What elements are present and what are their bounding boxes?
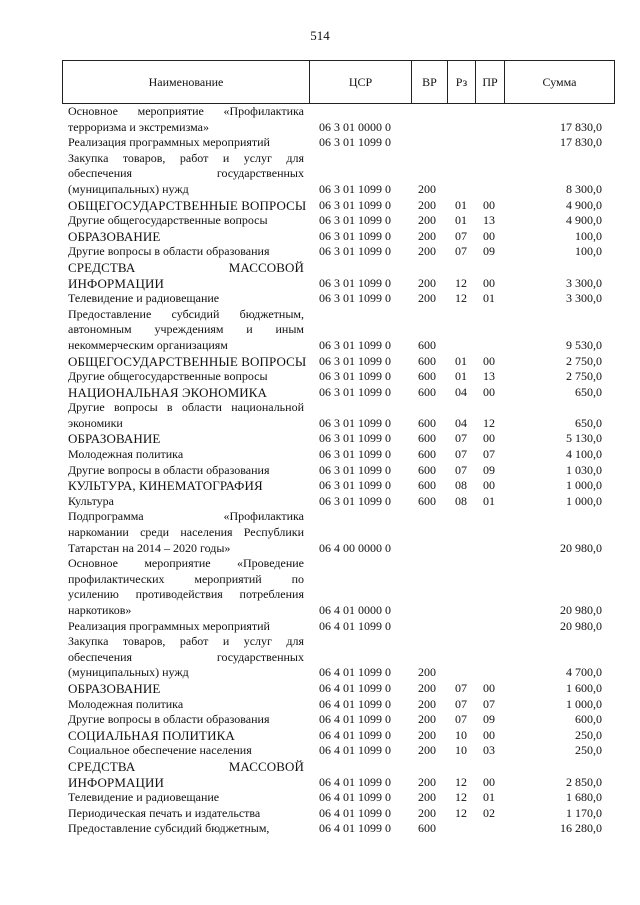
table-row — [0, 104, 640, 135]
row-rz: 12 — [455, 805, 467, 820]
row-rz: 10 — [455, 727, 467, 742]
row-rz: 01 — [455, 197, 467, 212]
row-name-line: (муниципальных) нужд — [68, 665, 189, 680]
row-name-line: профилактических мероприятий по — [68, 571, 304, 586]
row-vr: 200 — [418, 774, 436, 789]
row-pr: 00 — [483, 384, 495, 399]
row-pr: 02 — [483, 805, 495, 820]
table-row — [0, 556, 640, 618]
row-csr: 06 3 01 1099 0 — [319, 135, 391, 150]
row-rz: 12 — [455, 291, 467, 306]
row-name-line: Другие вопросы в области образования — [68, 244, 270, 259]
row-name — [68, 728, 304, 744]
row-vr: 600 — [418, 462, 436, 477]
table-row — [0, 743, 640, 759]
row-name — [68, 229, 304, 245]
row-name — [68, 369, 304, 385]
row-vr: 200 — [418, 181, 436, 196]
table-row — [0, 634, 640, 681]
row-sum: 2 850,0 — [566, 774, 602, 789]
row-vr: 200 — [418, 213, 436, 228]
row-csr: 06 4 00 0000 0 — [319, 540, 391, 555]
column-header-vr: ВР — [411, 61, 447, 103]
table-row — [0, 728, 640, 744]
row-name-line: СОЦИАЛЬНАЯ ПОЛИТИКА — [68, 727, 235, 743]
row-sum: 1 000,0 — [566, 493, 602, 508]
row-csr: 06 3 01 1099 0 — [319, 447, 391, 462]
row-csr: 06 3 01 1099 0 — [319, 462, 391, 477]
row-name-line: некоммерческим организациям — [68, 337, 228, 352]
table-row — [0, 369, 640, 385]
row-name-line: Другие вопросы в области образования — [68, 712, 270, 727]
row-pr: 00 — [483, 275, 495, 290]
row-name-line: обеспечения государственных — [68, 166, 304, 181]
row-vr: 200 — [418, 275, 436, 290]
row-name-line: ИНФОРМАЦИИ — [68, 774, 164, 790]
row-name — [68, 790, 304, 806]
row-csr: 06 3 01 1099 0 — [319, 213, 391, 228]
row-csr: 06 3 01 1099 0 — [319, 181, 391, 196]
row-csr: 06 3 01 1099 0 — [319, 337, 391, 352]
row-sum: 1 170,0 — [566, 805, 602, 820]
row-vr: 200 — [418, 696, 436, 711]
row-vr: 200 — [418, 228, 436, 243]
column-header-sum: Сумма — [504, 61, 614, 103]
row-name-line: ОБРАЗОВАНИЕ — [68, 680, 161, 696]
table-row — [0, 385, 640, 401]
row-rz: 10 — [455, 743, 467, 758]
row-rz: 08 — [455, 493, 467, 508]
column-header-rz: Рз — [447, 61, 475, 103]
table-row — [0, 463, 640, 479]
table-row — [0, 821, 640, 837]
row-csr: 06 3 01 1099 0 — [319, 384, 391, 399]
row-vr: 200 — [418, 244, 436, 259]
row-pr: 09 — [483, 462, 495, 477]
row-pr: 00 — [483, 680, 495, 695]
row-rz: 07 — [455, 431, 467, 446]
row-pr: 13 — [483, 369, 495, 384]
table-row — [0, 619, 640, 635]
row-sum: 100,0 — [575, 244, 602, 259]
row-sum: 1 000,0 — [566, 478, 602, 493]
row-name-line: СРЕДСТВА МАССОВОЙ — [68, 259, 304, 275]
row-rz: 07 — [455, 712, 467, 727]
row-rz: 07 — [455, 462, 467, 477]
row-csr: 06 3 01 1099 0 — [319, 353, 391, 368]
row-name-line: КУЛЬТУРА, КИНЕМАТОГРАФИЯ — [68, 478, 263, 494]
row-name — [68, 244, 304, 260]
row-sum: 17 830,0 — [560, 119, 602, 134]
row-pr: 09 — [483, 712, 495, 727]
row-name-line: экономики — [68, 415, 123, 430]
row-csr: 06 3 01 1099 0 — [319, 415, 391, 430]
row-csr: 06 4 01 1099 0 — [319, 821, 391, 836]
row-csr: 06 3 01 1099 0 — [319, 369, 391, 384]
row-vr: 600 — [418, 431, 436, 446]
row-vr: 200 — [418, 712, 436, 727]
row-name-line: Реализация программных мероприятий — [68, 618, 270, 633]
row-sum: 1 680,0 — [566, 790, 602, 805]
row-csr: 06 4 01 1099 0 — [319, 618, 391, 633]
row-name-line: СРЕДСТВА МАССОВОЙ — [68, 758, 304, 774]
row-csr: 06 4 01 1099 0 — [319, 805, 391, 820]
row-rz: 07 — [455, 696, 467, 711]
row-name — [68, 634, 304, 681]
row-csr: 06 3 01 0000 0 — [319, 119, 391, 134]
row-name — [68, 260, 304, 291]
row-vr: 600 — [418, 369, 436, 384]
row-csr: 06 3 01 1099 0 — [319, 478, 391, 493]
row-csr: 06 4 01 1099 0 — [319, 665, 391, 680]
row-name — [68, 400, 304, 431]
row-rz: 01 — [455, 213, 467, 228]
row-pr: 00 — [483, 197, 495, 212]
row-pr: 01 — [483, 291, 495, 306]
table-row — [0, 447, 640, 463]
row-rz: 12 — [455, 275, 467, 290]
row-name — [68, 556, 304, 618]
row-name-line: (муниципальных) нужд — [68, 181, 189, 196]
row-name — [68, 291, 304, 307]
table-row — [0, 229, 640, 245]
row-csr: 06 4 01 0000 0 — [319, 603, 391, 617]
row-rz: 07 — [455, 228, 467, 243]
row-sum: 4 100,0 — [566, 447, 602, 462]
row-name-line: Другие вопросы в области образования — [68, 462, 270, 477]
row-name — [68, 385, 304, 401]
row-name-line: НАЦИОНАЛЬНАЯ ЭКОНОМИКА — [68, 384, 267, 400]
row-sum: 100,0 — [575, 228, 602, 243]
row-name-line: Молодежная политика — [68, 447, 184, 462]
row-csr: 06 3 01 1099 0 — [319, 431, 391, 446]
row-name-line: Телевидение и радиовещание — [68, 790, 220, 805]
row-name-line: наркомании среди населения Республики — [68, 525, 304, 540]
row-sum: 1 030,0 — [566, 462, 602, 477]
row-name — [68, 463, 304, 479]
row-sum: 9 530,0 — [566, 337, 602, 352]
row-name — [68, 821, 304, 837]
row-name-line: Подпрограмма «Профилактика — [68, 509, 304, 524]
table-row — [0, 509, 640, 556]
row-rz: 01 — [455, 353, 467, 368]
row-rz: 04 — [455, 415, 467, 430]
row-name — [68, 447, 304, 463]
table-row — [0, 790, 640, 806]
page-number: 514 — [310, 28, 330, 43]
row-csr: 06 4 01 1099 0 — [319, 727, 391, 742]
row-sum: 3 300,0 — [566, 291, 602, 306]
row-name-line: Реализация программных мероприятий — [68, 135, 270, 150]
row-vr: 600 — [418, 447, 436, 462]
table-header — [62, 60, 615, 104]
table-row — [0, 806, 640, 822]
row-vr: 200 — [418, 790, 436, 805]
row-name-line: Закупка товаров, работ и услуг для — [68, 150, 304, 165]
row-sum: 250,0 — [575, 743, 602, 758]
table-row — [0, 307, 640, 354]
row-name — [68, 681, 304, 697]
row-sum: 1 000,0 — [566, 696, 602, 711]
row-name — [68, 151, 304, 198]
table-row — [0, 151, 640, 198]
table-row — [0, 291, 640, 307]
row-name-line: Другие общегосударственные вопросы — [68, 213, 268, 228]
table-row — [0, 478, 640, 494]
row-name-line: Другие вопросы в области национальной — [68, 400, 304, 415]
table-row — [0, 354, 640, 370]
row-name-line: наркотиков» — [68, 603, 132, 617]
row-name — [68, 104, 304, 135]
row-name-line: терроризма и экстремизма» — [68, 119, 209, 134]
row-sum: 2 750,0 — [566, 369, 602, 384]
table-row — [0, 697, 640, 713]
row-sum: 250,0 — [575, 727, 602, 742]
row-sum: 2 750,0 — [566, 353, 602, 368]
row-name — [68, 509, 304, 556]
table-row — [0, 260, 640, 291]
row-vr: 200 — [418, 665, 436, 680]
row-pr: 00 — [483, 774, 495, 789]
row-vr: 600 — [418, 384, 436, 399]
table-row — [0, 494, 640, 510]
row-rz: 04 — [455, 384, 467, 399]
table-row — [0, 400, 640, 431]
row-sum: 20 980,0 — [560, 603, 602, 617]
row-name-line: ИНФОРМАЦИИ — [68, 275, 164, 291]
table-row — [0, 431, 640, 447]
row-sum: 650,0 — [575, 384, 602, 399]
row-csr: 06 4 01 1099 0 — [319, 790, 391, 805]
row-sum: 17 830,0 — [560, 135, 602, 150]
row-name-line: Социальное обеспечение населения — [68, 743, 252, 758]
table-row — [0, 244, 640, 260]
row-name-line: Молодежная политика — [68, 696, 184, 711]
row-name — [68, 431, 304, 447]
row-name — [68, 712, 304, 728]
row-csr: 06 4 01 1099 0 — [319, 712, 391, 727]
row-vr: 600 — [418, 415, 436, 430]
row-name-line: ОБРАЗОВАНИЕ — [68, 228, 161, 244]
row-pr: 01 — [483, 790, 495, 805]
row-name-line: Предоставление субсидий бюджетным, — [68, 821, 270, 836]
row-csr: 06 4 01 1099 0 — [319, 774, 391, 789]
row-name-line: Предоставление субсидий бюджетным, — [68, 306, 304, 321]
row-pr: 13 — [483, 213, 495, 228]
row-name — [68, 478, 304, 494]
row-name-line: усилению противодействия потребления — [68, 587, 304, 602]
column-header-name: Наименование — [148, 75, 224, 89]
row-name — [68, 307, 304, 354]
row-vr: 200 — [418, 743, 436, 758]
row-name — [68, 619, 304, 635]
row-rz: 12 — [455, 790, 467, 805]
row-pr: 07 — [483, 696, 495, 711]
table-row — [0, 712, 640, 728]
row-name-line: Телевидение и радиовещание — [68, 291, 220, 306]
row-vr: 200 — [418, 805, 436, 820]
row-pr: 00 — [483, 353, 495, 368]
table-row — [0, 198, 640, 214]
row-name-line: обеспечения государственных — [68, 649, 304, 664]
row-name-line: Закупка товаров, работ и услуг для — [68, 634, 304, 649]
row-vr: 600 — [418, 353, 436, 368]
row-sum: 4 900,0 — [566, 213, 602, 228]
row-csr: 06 3 01 1099 0 — [319, 275, 391, 290]
row-name — [68, 197, 307, 214]
row-name — [68, 135, 304, 151]
row-sum: 4 900,0 — [566, 197, 602, 212]
row-vr: 200 — [418, 727, 436, 742]
row-name — [68, 697, 304, 713]
row-sum: 20 980,0 — [560, 540, 602, 555]
row-csr: 06 4 01 1099 0 — [319, 743, 391, 758]
row-pr: 03 — [483, 743, 495, 758]
row-sum: 8 300,0 — [566, 181, 602, 196]
row-name-line: Периодическая печать и издательства — [68, 805, 261, 820]
row-name — [68, 213, 304, 229]
row-name-line: Основное мероприятие «Проведение — [68, 556, 304, 571]
row-name — [68, 759, 304, 790]
row-pr: 01 — [483, 493, 495, 508]
row-pr: 00 — [483, 727, 495, 742]
row-rz: 08 — [455, 478, 467, 493]
row-pr: 07 — [483, 447, 495, 462]
row-pr: 12 — [483, 415, 495, 430]
row-name — [68, 806, 304, 822]
row-csr: 06 4 01 1099 0 — [319, 680, 391, 695]
row-csr: 06 3 01 1099 0 — [319, 291, 391, 306]
row-sum: 1 600,0 — [566, 680, 602, 695]
table-row — [0, 759, 640, 790]
row-vr: 600 — [418, 493, 436, 508]
row-rz: 01 — [455, 369, 467, 384]
row-name-line: ОБЩЕГОСУДАРСТВЕННЫЕ ВОПРОСЫ — [68, 353, 307, 369]
row-pr: 00 — [483, 228, 495, 243]
row-name — [68, 494, 304, 510]
row-csr: 06 4 01 1099 0 — [319, 696, 391, 711]
row-sum: 4 700,0 — [566, 665, 602, 680]
table-row — [0, 213, 640, 229]
table-row — [0, 135, 640, 151]
row-vr: 600 — [418, 821, 436, 836]
row-sum: 20 980,0 — [560, 618, 602, 633]
row-csr: 06 3 01 1099 0 — [319, 228, 391, 243]
row-sum: 16 280,0 — [560, 821, 602, 836]
row-csr: 06 3 01 1099 0 — [319, 244, 391, 259]
row-name-line: Культура — [68, 493, 114, 508]
row-pr: 00 — [483, 478, 495, 493]
row-rz: 12 — [455, 774, 467, 789]
column-header-pr: ПР — [475, 61, 504, 103]
row-csr: 06 3 01 1099 0 — [319, 493, 391, 508]
row-vr: 200 — [418, 197, 436, 212]
row-sum: 5 130,0 — [566, 431, 602, 446]
row-sum: 600,0 — [575, 712, 602, 727]
row-name-line: ОБЩЕГОСУДАРСТВЕННЫЕ ВОПРОСЫ — [68, 197, 307, 213]
row-name-line: ОБРАЗОВАНИЕ — [68, 431, 161, 447]
row-name-line: Другие общегосударственные вопросы — [68, 369, 268, 384]
row-pr: 09 — [483, 244, 495, 259]
row-sum: 3 300,0 — [566, 275, 602, 290]
row-vr: 200 — [418, 680, 436, 695]
row-name-line: автономным учреждениям и иным — [68, 322, 304, 337]
row-sum: 650,0 — [575, 415, 602, 430]
row-rz: 07 — [455, 680, 467, 695]
table-row — [0, 681, 640, 697]
row-rz: 07 — [455, 447, 467, 462]
row-name-line: Основное мероприятие «Профилактика — [68, 104, 304, 118]
row-vr: 200 — [418, 291, 436, 306]
row-rz: 07 — [455, 244, 467, 259]
row-name-line: Татарстан на 2014 – 2020 годы» — [68, 540, 231, 555]
row-name — [68, 743, 304, 759]
table-body — [0, 104, 640, 837]
row-name — [68, 353, 307, 370]
row-csr: 06 3 01 1099 0 — [319, 197, 391, 212]
column-header-csr: ЦСР — [309, 61, 411, 103]
row-vr: 600 — [418, 478, 436, 493]
row-pr: 00 — [483, 431, 495, 446]
row-vr: 600 — [418, 337, 436, 352]
